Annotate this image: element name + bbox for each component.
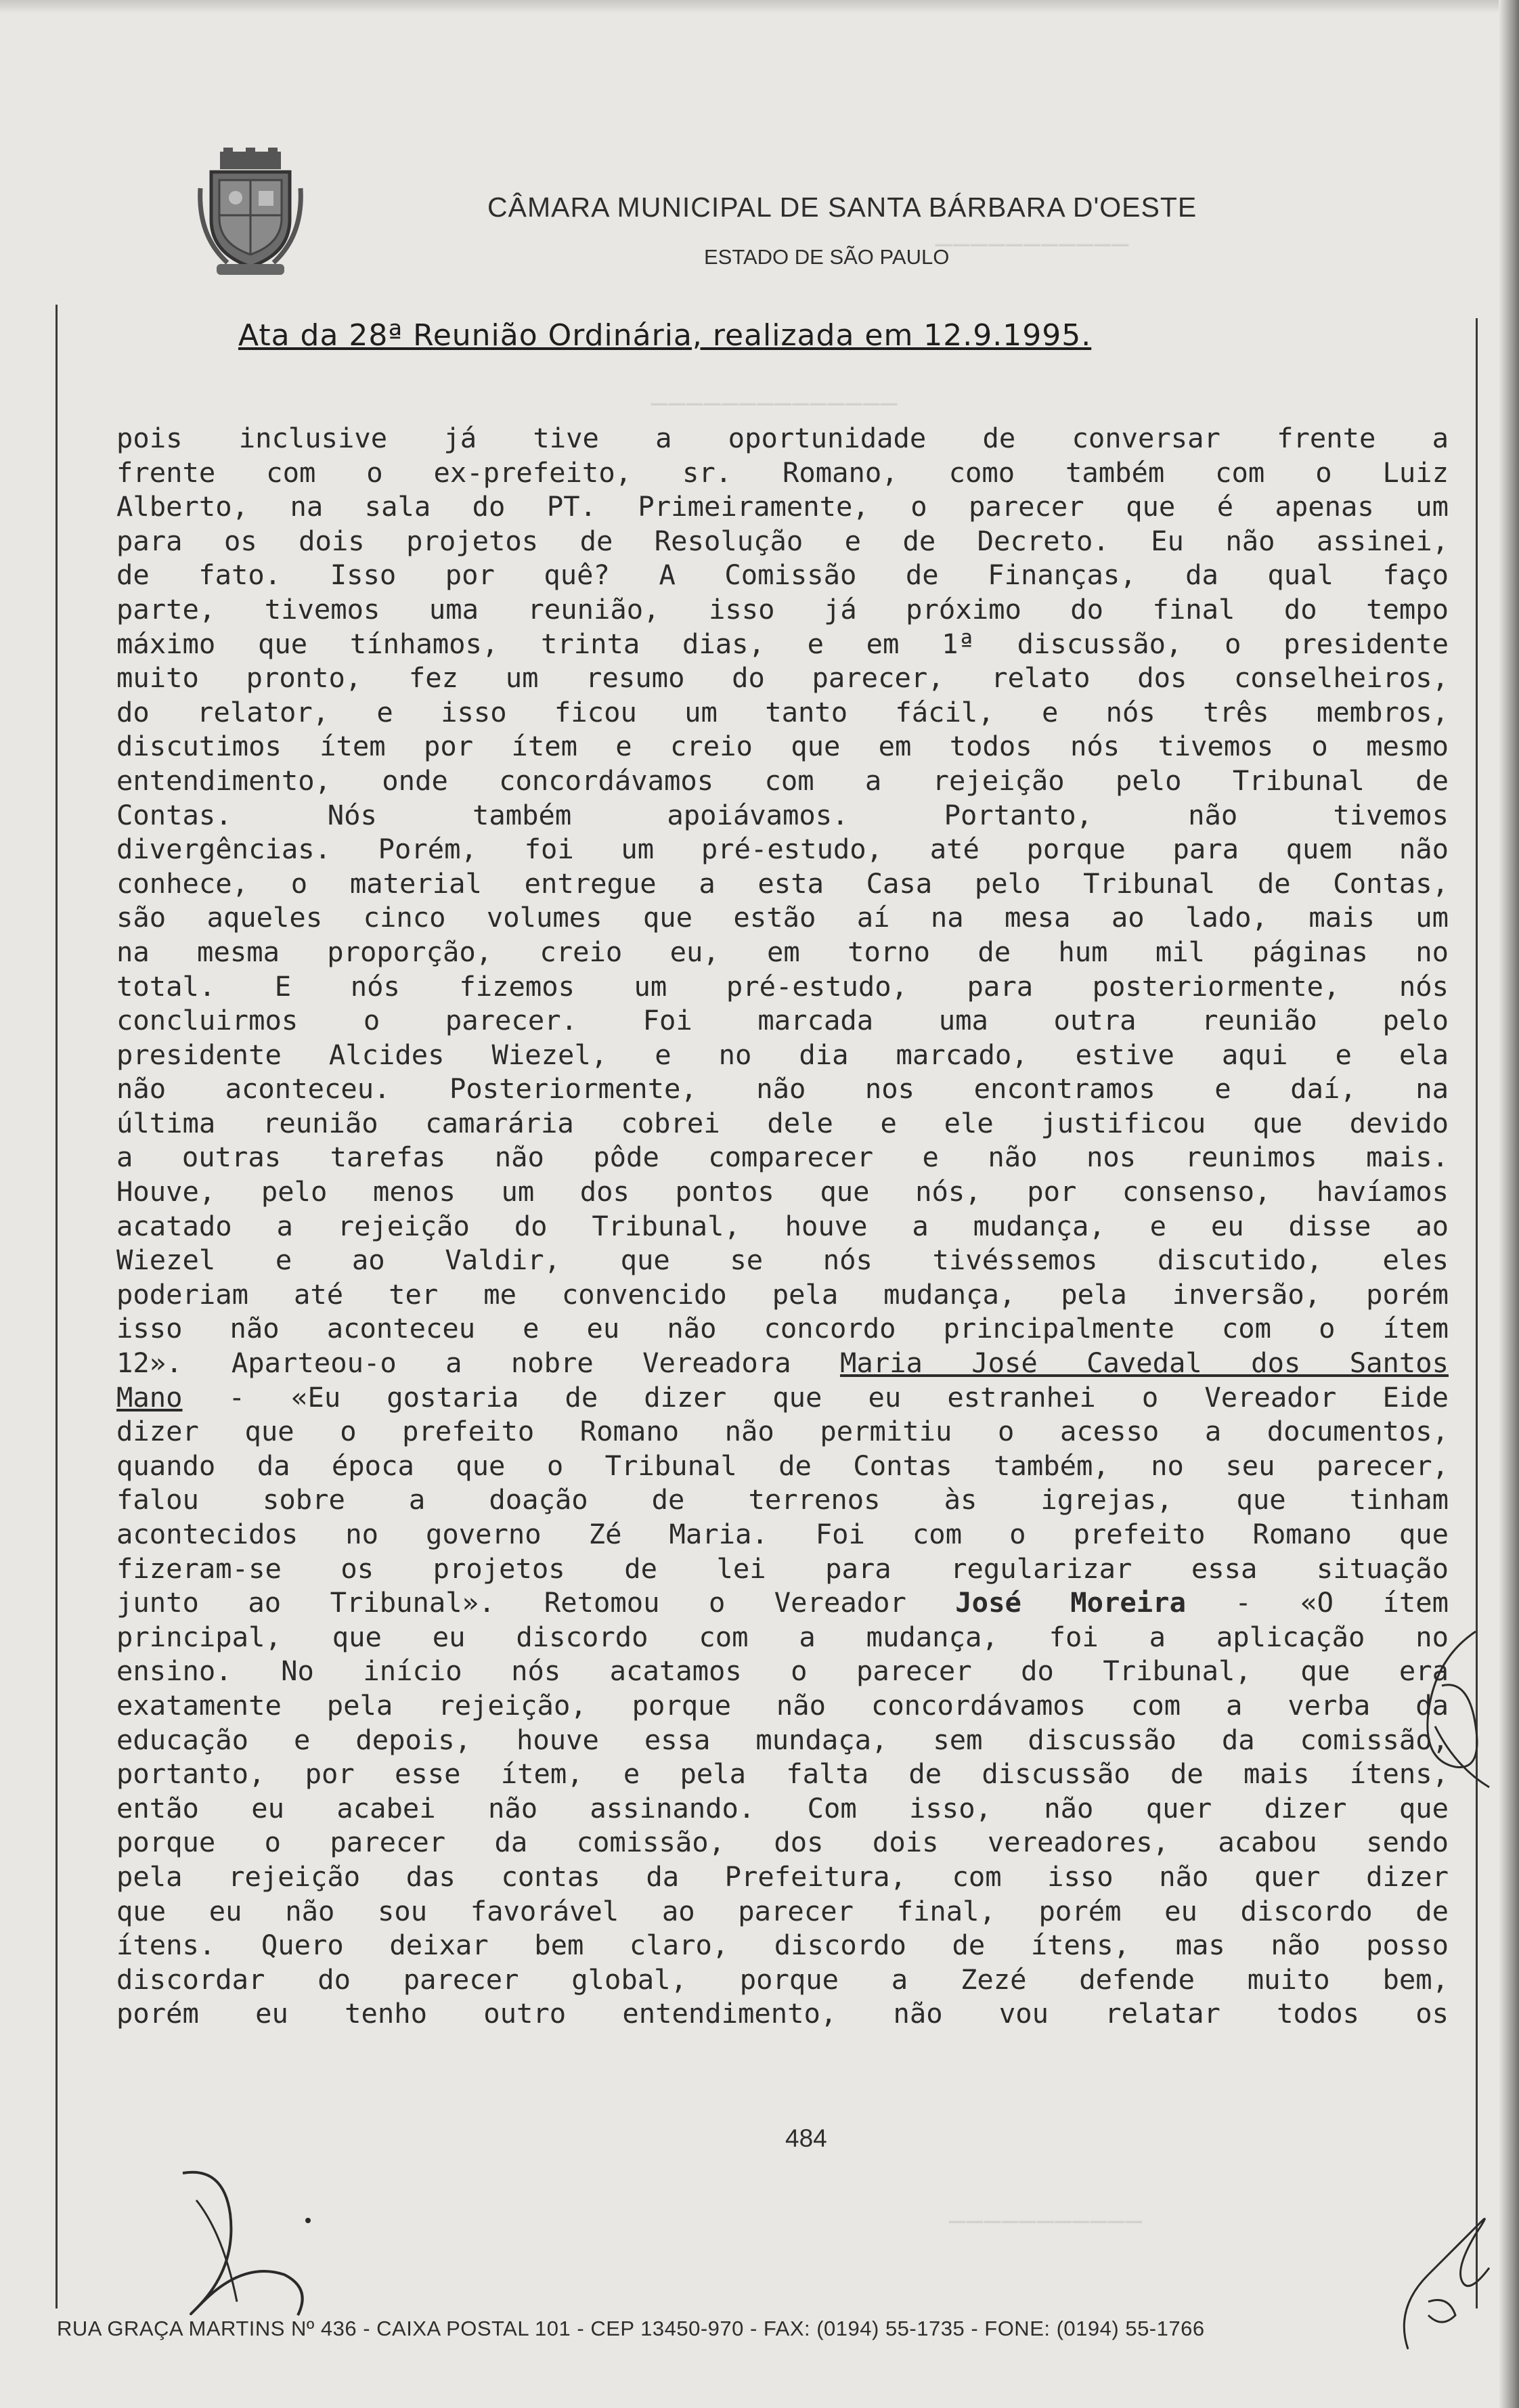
text-line: divergências. Porém, foi um pré-estudo, até porque para quem não (116, 833, 1449, 866)
text-line: pois inclusive já tive a oportunidade de conversar frente a (116, 422, 1449, 454)
text-line: porque o parecer da comissão, dos dois vereadores, acabou sendo (116, 1826, 1449, 1859)
right-margin-rule (1476, 318, 1478, 2308)
text-line: de fato. Isso por quê? A Comissão de Finanças, da qual faço (116, 559, 1449, 592)
text-line: exatamente pela rejeição, porque não concordávamos com a verba da (116, 1688, 1449, 1722)
text-line: acatado a rejeição do Tribunal, houve a mudança, e eu disse ao (116, 1209, 1449, 1242)
page-number: 484 (785, 2124, 827, 2152)
text-line: Contas. Nós também apoiávamos. Portanto, não tivemos (116, 798, 1449, 831)
institution-subtitle: ESTADO DE SÃO PAULO (704, 245, 950, 269)
text-line: do relator, e isso ficou um tanto fácil, e nós três membros, (116, 695, 1449, 728)
vereadora-surname: Mano (116, 1380, 183, 1414)
text-line: acontecidos no governo Zé Maria. Foi com o prefeito Romano que (116, 1518, 1449, 1550)
text-line: total. E nós fizemos um pré-estudo, para posteriormente, nós (116, 969, 1449, 1003)
text-line: a outras tarefas não pôde comparecer e não nos reunimos mais. (116, 1141, 1449, 1174)
text-fragment: - «O ítem (1185, 1586, 1449, 1619)
text-line: para os dois projetos de Resolução e de Decreto. Eu não assinei, (116, 524, 1449, 557)
signature-right-margin (1394, 1625, 1496, 1801)
text-line-with-name (116, 1585, 1449, 1620)
text-line-with-name (116, 1380, 1449, 1415)
text-line: concluirmos o parecer. Foi marcada uma outra reunião pelo (116, 1004, 1449, 1037)
text-line: ensino. No início nós acatamos o parecer do Tribunal, que era (116, 1655, 1449, 1688)
text-line: frente com o ex-prefeito, sr. Romano, como também com o Luiz (116, 456, 1449, 489)
text-line: parte, tivemos uma reunião, isso já próximo do final do tempo (116, 592, 1449, 626)
vereadora-name: Maria José Cavedal dos Santos (839, 1347, 1449, 1380)
text-line: são aqueles cinco volumes que estão aí na mesa ao lado, mais um (116, 901, 1449, 934)
text-line: principal, que eu discordo com a mudança, foi a aplicação no (116, 1620, 1449, 1653)
footer-address: RUA GRAÇA MARTINS Nº 436 - CAIXA POSTAL 101 - CEP 13450-970 - FAX: (0194) 55-1735 - FONE: (0194) 55-1766 (57, 2317, 1205, 2340)
document-title: Ata da 28ª Reunião Ordinária, realizada em 12.9.1995. (238, 318, 1092, 353)
text-line: ítens. Quero deixar bem claro, discordo de ítens, mas não posso (116, 1929, 1449, 1962)
text-line: entendimento, onde concordávamos com a rejeição pelo Tribunal de (116, 764, 1449, 797)
text-line: Houve, pelo menos um dos pontos que nós, por consenso, havíamos (116, 1175, 1449, 1208)
text-line: dizer que o prefeito Romano não permitiu o acesso a documentos, (116, 1415, 1449, 1448)
text-line: que eu não sou favorável ao parecer final, porém eu discordo de (116, 1894, 1449, 1927)
text-line: fizeram-se os projetos de lei para regularizar essa situação (116, 1552, 1449, 1585)
bleed-through-block: ─────────── (934, 230, 1128, 261)
scan-right-edge (1499, 0, 1519, 2408)
text-fragment: 12». Aparteou-o a nobre Vereadora (116, 1347, 840, 1380)
text-line: quando da época que o Tribunal de Contas também, no seu parecer, (116, 1449, 1449, 1482)
bleed-through-block: ─────────── (948, 2207, 1142, 2238)
text-fragment: - «Eu gostaria de dizer que eu estranhei o Vereador Eide (182, 1380, 1449, 1414)
scan-top-edge (0, 0, 1519, 14)
text-line: muito pronto, fez um resumo do parecer, relato dos conselheiros, (116, 661, 1449, 695)
left-margin-rule (56, 305, 58, 2308)
text-line: pela rejeição das contas da Prefeitura, com isso não quer dizer (116, 1860, 1449, 1893)
text-line: educação e depois, houve essa mundaça, sem discussão da comissão, (116, 1723, 1449, 1756)
text-line: porém eu tenho outro entendimento, não vou relatar todos os (116, 1997, 1449, 2030)
text-line: então eu acabei não assinando. Com isso, não quer dizer que (116, 1791, 1449, 1824)
text-line: não aconteceu. Posteriormente, não nos encontramos e daí, na (116, 1072, 1449, 1106)
text-line: discutimos ítem por ítem e creio que em todos nós tivemos o mesmo (116, 730, 1449, 763)
bleed-through-block: ────────────── (650, 389, 898, 420)
minutes-body (116, 421, 1449, 2031)
text-line: Alberto, na sala do PT. Primeiramente, o parecer que é apenas um (116, 490, 1449, 523)
text-line: isso não aconteceu e eu não concordo principalmente com o ítem (116, 1312, 1449, 1345)
text-line: discordar do parecer global, porque a Zezé defende muito bem, (116, 1963, 1449, 1996)
text-fragment: junto ao Tribunal». Retomou o Vereador (116, 1586, 956, 1619)
text-line-with-name (116, 1346, 1449, 1380)
text-line: Wiezel e ao Valdir, que se nós tivéssemos discutido, eles (116, 1244, 1449, 1277)
text-line: conhece, o material entregue a esta Casa pelo Tribunal de Contas, (116, 867, 1449, 900)
text-line: poderiam até ter me convencido pela mudança, pela inversão, porém (116, 1277, 1449, 1311)
vereador-name: José Moreira (955, 1586, 1186, 1619)
text-line: portanto, por esse ítem, e pela falta de discussão de mais ítens, (116, 1757, 1449, 1791)
signature-initials-left (169, 2160, 359, 2329)
text-line: máximo que tínhamos, trinta dias, e em 1ª discussão, o presidente (116, 627, 1449, 660)
text-line: falou sobre a doação de terrenos às igrejas, que tinham (116, 1483, 1449, 1516)
signature-bottom-right (1381, 2200, 1496, 2356)
text-line: na mesma proporção, creio eu, em torno de hum mil páginas no (116, 935, 1449, 968)
text-line: presidente Alcides Wiezel, e no dia marcado, estive aqui e ela (116, 1038, 1449, 1071)
municipal-crest-icon (196, 148, 305, 283)
text-line: última reunião camarária cobrei dele e ele justificou que devido (116, 1106, 1449, 1139)
institution-title: CÂMARA MUNICIPAL DE SANTA BÁRBARA D'OESTE (487, 192, 1197, 223)
